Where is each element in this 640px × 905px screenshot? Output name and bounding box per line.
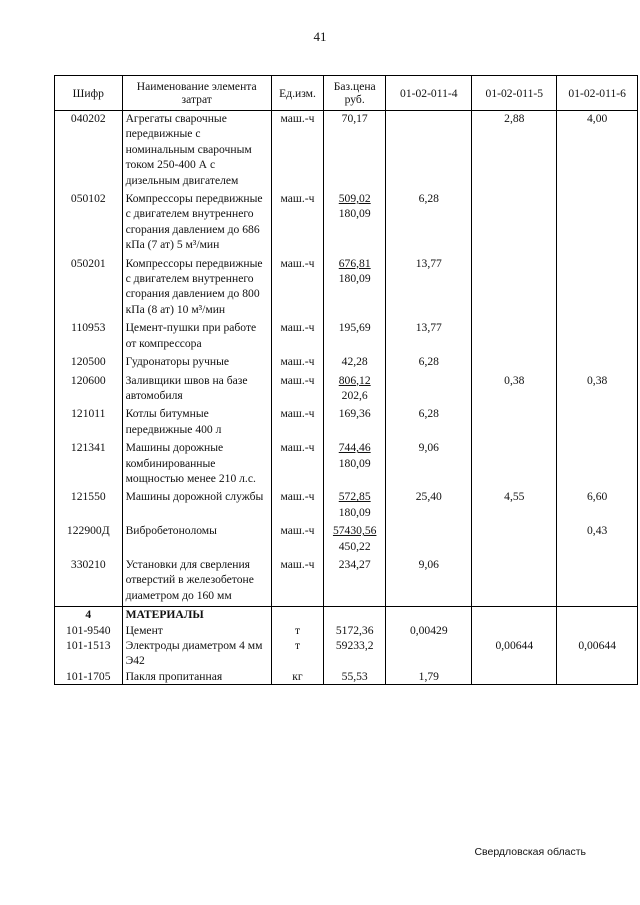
table-row: [55, 111, 638, 189]
row-col4: 9,06: [386, 557, 472, 603]
row-col6: [557, 440, 638, 486]
price-wage: 180,09: [338, 272, 371, 286]
row-price: [324, 373, 386, 404]
row-col6: 6,60: [557, 489, 638, 520]
row-col5: [472, 256, 557, 318]
table-row: [55, 557, 638, 603]
material-col6: 0,00644: [557, 638, 638, 669]
table-row: [55, 354, 638, 369]
row-col6: [557, 320, 638, 351]
row-col4: 25,40: [386, 489, 472, 520]
price-wage: 180,09: [338, 207, 371, 221]
section-empty-cell: [271, 607, 323, 623]
row-col5: [472, 354, 557, 369]
row-price: [324, 557, 386, 603]
price-total: 169,36: [338, 407, 371, 421]
table-header-row: [55, 76, 638, 111]
table-row: [55, 406, 638, 437]
row-col5: [472, 320, 557, 351]
header-price: Баз.цена руб.: [324, 76, 386, 111]
row-col5: 2,88: [472, 111, 557, 189]
row-col6: [557, 256, 638, 318]
section-empty-cell: [557, 607, 638, 623]
row-col5: [472, 440, 557, 486]
row-col4: [386, 523, 472, 554]
resource-table: [54, 75, 638, 685]
row-col6: [557, 191, 638, 253]
row-unit: маш.-ч: [271, 111, 323, 189]
header-unit: Ед.изм.: [271, 76, 323, 111]
section-empty-cell: [472, 607, 557, 623]
row-price: [324, 406, 386, 437]
row-col6: 0,43: [557, 523, 638, 554]
section-empty-cell: [324, 607, 386, 623]
price-wage: 202,6: [341, 388, 368, 402]
material-row: [55, 638, 638, 669]
row-price: [324, 256, 386, 318]
row-col5: 4,55: [472, 489, 557, 520]
material-code: 101-1705: [55, 669, 123, 685]
row-unit: маш.-ч: [271, 523, 323, 554]
price-total: 744,46: [338, 441, 371, 455]
row-price: [324, 111, 386, 189]
row-col6: [557, 557, 638, 603]
row-col6: 4,00: [557, 111, 638, 189]
row-name: Гудронаторы ручные: [122, 354, 271, 369]
material-price: 59233,2: [324, 638, 386, 669]
row-code: 121011: [55, 406, 123, 437]
row-price: [324, 523, 386, 554]
row-unit: маш.-ч: [271, 256, 323, 318]
row-col5: 0,38: [472, 373, 557, 404]
price-total: 195,69: [338, 321, 371, 335]
section-code: 4: [55, 607, 123, 623]
page-number: 41: [313, 29, 327, 44]
price-total: 806,12: [338, 373, 371, 387]
row-col4: [386, 111, 472, 189]
row-name: Вибробетоноломы: [122, 523, 271, 554]
row-unit: маш.-ч: [271, 557, 323, 603]
row-unit: маш.-ч: [271, 373, 323, 404]
row-col4: 6,28: [386, 406, 472, 437]
row-price: [324, 440, 386, 486]
header-col4: 01-02-011-4: [386, 76, 472, 111]
row-unit: маш.-ч: [271, 440, 323, 486]
material-name: Цемент: [122, 623, 271, 638]
row-unit: маш.-ч: [271, 489, 323, 520]
row-col4: 9,06: [386, 440, 472, 486]
material-name: Пакля пропитанная: [122, 669, 271, 685]
row-col4: 6,28: [386, 354, 472, 369]
material-col5: [472, 669, 557, 685]
material-code: 101-1513: [55, 638, 123, 669]
material-row: [55, 669, 638, 685]
footer-region: Свердловская область: [474, 846, 586, 858]
row-col4: 6,28: [386, 191, 472, 253]
row-col4: 13,77: [386, 256, 472, 318]
header-col5: 01-02-011-5: [472, 76, 557, 111]
material-col5: 0,00644: [472, 638, 557, 669]
row-code: 040202: [55, 111, 123, 189]
row-unit: маш.-ч: [271, 191, 323, 253]
price-total: 676,81: [338, 256, 371, 270]
row-name: Машины дорожной службы: [122, 489, 271, 520]
material-col5: [472, 623, 557, 638]
row-unit: маш.-ч: [271, 354, 323, 369]
material-col6: [557, 669, 638, 685]
row-code: 120500: [55, 354, 123, 369]
table-row: [55, 256, 638, 318]
header-col6: 01-02-011-6: [557, 76, 638, 111]
material-col4: 1,79: [386, 669, 472, 685]
header-name: Наименование элемента затрат: [122, 76, 271, 111]
row-col5: [472, 523, 557, 554]
material-unit: т: [271, 638, 323, 669]
price-total: 70,17: [341, 112, 368, 125]
row-name: Агрегаты сварочные передвижные с номинальным сварочным током 250-400 А с дизельным двигателем: [122, 111, 271, 189]
price-total: 42,28: [341, 355, 368, 369]
section-title: МАТЕРИАЛЫ: [122, 607, 271, 623]
row-col5: [472, 191, 557, 253]
row-price: [324, 489, 386, 520]
price-total: 234,27: [338, 557, 371, 571]
row-name: Компрессоры передвижные с двигателем внутреннего сгорания давлением до 800 кПа (8 ат) 10 м³/мин: [122, 256, 271, 318]
row-name: Цемент-пушки при работе от компрессора: [122, 320, 271, 351]
price-total: 572,85: [338, 490, 371, 504]
material-col4: [386, 638, 472, 669]
row-code: 121550: [55, 489, 123, 520]
table-row: [55, 523, 638, 554]
row-col4: [386, 373, 472, 404]
price-wage: 180,09: [338, 505, 371, 519]
table-row: [55, 320, 638, 351]
price-wage: 450,22: [338, 539, 371, 553]
row-price: [324, 191, 386, 253]
table-row: [55, 440, 638, 486]
price-total: 57430,56: [332, 524, 377, 538]
row-code: 330210: [55, 557, 123, 603]
row-code: 121341: [55, 440, 123, 486]
material-price: 55,53: [324, 669, 386, 685]
row-price: [324, 320, 386, 351]
row-col6: [557, 354, 638, 369]
table-row: [55, 373, 638, 404]
row-code: 050102: [55, 191, 123, 253]
material-col6: [557, 623, 638, 638]
material-row: [55, 623, 638, 638]
row-unit: маш.-ч: [271, 320, 323, 351]
section-empty-cell: [386, 607, 472, 623]
table-row: [55, 489, 638, 520]
row-price: [324, 354, 386, 369]
material-unit: кг: [271, 669, 323, 685]
row-col5: [472, 406, 557, 437]
row-code: 110953: [55, 320, 123, 351]
row-name: Машины дорожные комбинированные мощностью менее 210 л.с.: [122, 440, 271, 486]
row-code: 122900Д: [55, 523, 123, 554]
material-col4: 0,00429: [386, 623, 472, 638]
row-col5: [472, 557, 557, 603]
section-row: [55, 607, 638, 623]
header-code: Шифр: [55, 76, 123, 111]
material-code: 101-9540: [55, 623, 123, 638]
material-unit: т: [271, 623, 323, 638]
row-name: Компрессоры передвижные с двигателем внутреннего сгорания давлением до 686 кПа (7 ат) 5 м³/мин: [122, 191, 271, 253]
row-code: 120600: [55, 373, 123, 404]
row-name: Установки для сверления отверстий в железобетоне диаметром до 160 мм: [122, 557, 271, 603]
row-col4: 13,77: [386, 320, 472, 351]
price-wage: 180,09: [338, 456, 371, 470]
row-name: Заливщики швов на базе автомобиля: [122, 373, 271, 404]
row-col6: 0,38: [557, 373, 638, 404]
material-name: Электроды диаметром 4 мм Э42: [122, 638, 271, 669]
row-code: 050201: [55, 256, 123, 318]
table-row: [55, 191, 638, 253]
price-total: 509,02: [338, 192, 371, 206]
row-name: Котлы битумные передвижные 400 л: [122, 406, 271, 437]
material-price: 5172,36: [324, 623, 386, 638]
row-col6: [557, 406, 638, 437]
row-unit: маш.-ч: [271, 406, 323, 437]
